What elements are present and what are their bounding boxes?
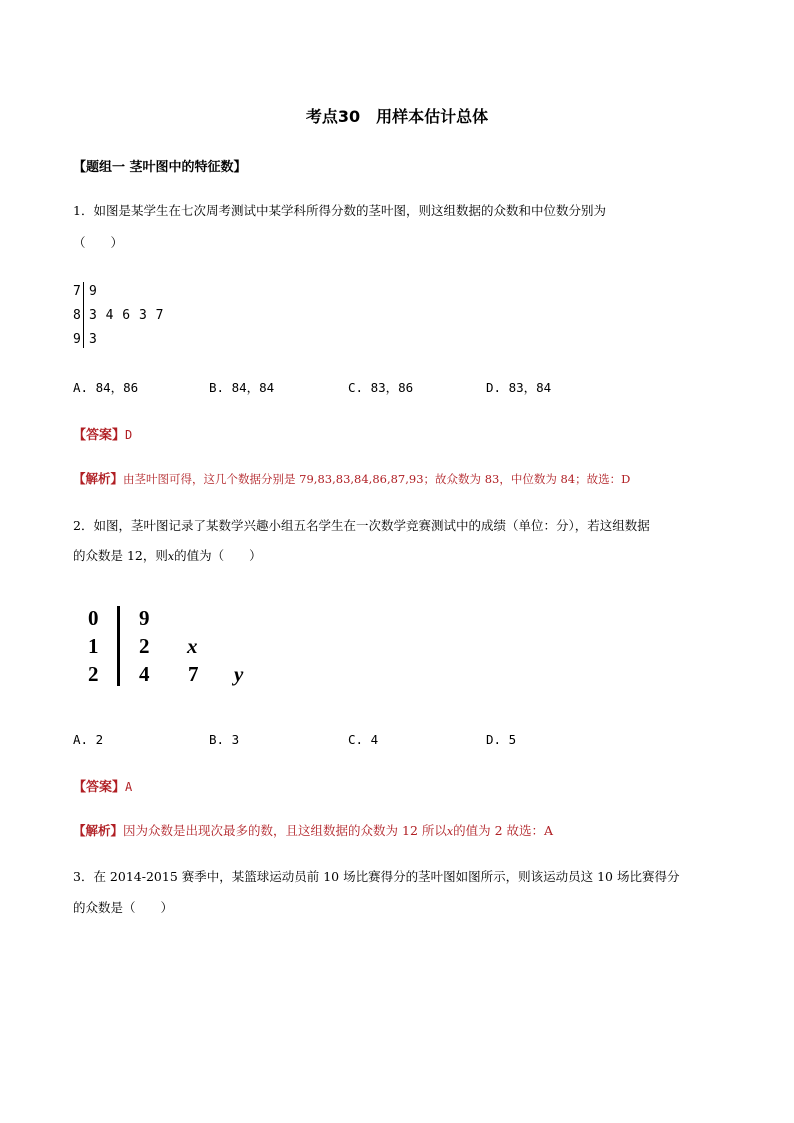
variable-x: x (446, 825, 454, 838)
question-2-text-pre: 的众数是 12，则 (73, 548, 168, 563)
question-1-bracket: （ ） (73, 235, 124, 250)
question-2-text-post: 的值为（ ） (174, 548, 262, 563)
analysis-tag: 【解析】 (73, 471, 124, 486)
variable-x: x (167, 550, 175, 563)
question-2-text: 2．如图，茎叶图记录了某数学兴趣小组五名学生在一次数学竞赛测试中的成绩（单位：分），若这组数据 (73, 518, 650, 533)
answer-tag: 【答案】 (73, 428, 126, 443)
analysis-1 (73, 469, 630, 487)
stem-leaf-row (80, 632, 280, 661)
stem-leaf-plot-2 (80, 604, 280, 690)
option-d[interactable]: D. 83，84 (486, 380, 552, 395)
answer-value: A (125, 780, 133, 794)
stem-leaf-plot-1 (73, 280, 193, 354)
stem-value: 0 (88, 606, 99, 630)
answer-2 (73, 776, 132, 795)
option-c[interactable]: C. 4 (348, 732, 379, 747)
stem-value: 2 (88, 662, 99, 686)
analysis-2 (73, 821, 553, 839)
option-a[interactable]: A. 2 (73, 732, 104, 747)
answer-1 (73, 424, 132, 443)
analysis-text: 由茎叶图可得，这几个数据分别是 79,83,83,84,86,87,93；故众数为 83，中位数为 84；故选：D (123, 472, 631, 486)
question-3-text: 3．在 2014-2015 赛季中，某篮球运动员前 10 场比赛得分的茎叶图如图所示，则该运动员这 10 场比赛得分 (73, 869, 680, 884)
stem-leaf-row (80, 660, 280, 689)
stem-value: 8 (73, 308, 81, 323)
answer-value: D (125, 428, 133, 442)
question-1-options (73, 378, 723, 396)
option-c[interactable]: C. 83，86 (348, 380, 414, 395)
leaf-value: 2 (139, 634, 150, 658)
stem-leaf-row (80, 604, 280, 633)
option-b[interactable]: B. 3 (209, 732, 240, 747)
leaf-value: 7 (188, 662, 199, 686)
analysis-text-pre: 因为众数是出现次最多的数，且这组数据的众数为 12 所以 (123, 823, 447, 838)
question-1-text: 1．如图是某学生在七次周考测试中某学科所得分数的茎叶图，则这组数据的众数和中位数分别为 (73, 203, 606, 218)
leaf-values: 9 (89, 284, 97, 299)
option-a[interactable]: A. 84，86 (73, 380, 139, 395)
stem-value: 1 (88, 634, 99, 658)
option-d[interactable]: D. 5 (486, 732, 517, 747)
stem-value: 7 (73, 284, 81, 299)
option-b[interactable]: B. 84，84 (209, 380, 275, 395)
leaf-value: 4 (139, 662, 150, 686)
stem-leaf-divider (83, 282, 84, 348)
leaf-values: 3 (89, 332, 97, 347)
analysis-tag: 【解析】 (73, 823, 124, 838)
group-heading: 【题组一 茎叶图中的特征数】 (73, 160, 247, 175)
question-2-options (73, 732, 723, 750)
question-3-text-line2: 的众数是（ ） (73, 900, 174, 915)
analysis-text-post: 的值为 2 故选：A (453, 823, 554, 838)
leaf-variable-y: y (234, 662, 244, 686)
leaf-value: 9 (139, 606, 150, 630)
stem-value: 9 (73, 332, 81, 347)
leaf-variable-x: x (187, 634, 198, 658)
page-title: 考点30 用样本估计总体 (305, 107, 489, 126)
question-2-line2 (73, 542, 262, 570)
answer-tag: 【答案】 (73, 780, 126, 795)
leaf-values: 3 4 6 3 7 (89, 308, 164, 323)
